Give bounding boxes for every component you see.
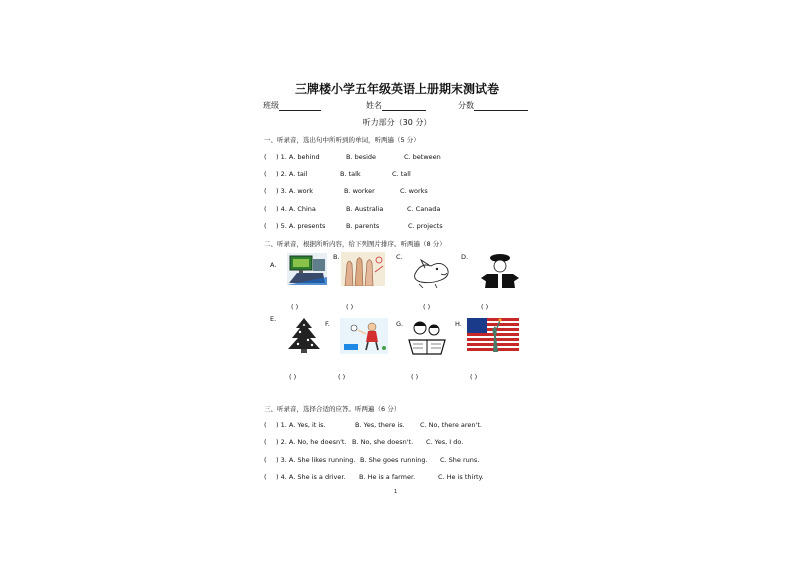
option-c: C. Yes, I do. [426,438,464,446]
pic-label-a: A. [270,261,277,269]
option-a: ) 1. A. behind [276,153,320,161]
option-c: C. No, there aren't. [420,421,482,429]
answer-paren: ( [264,205,267,213]
class-field [263,100,321,111]
computer-picture [287,253,327,285]
pic-answer-paren: ( ) [289,373,297,381]
option-b: B. talk [340,170,361,178]
answer-paren: ( [264,187,267,195]
option-a: ) 1. A. Yes, it is. [276,421,326,429]
pic-label-h: H. [455,320,462,328]
answer-paren: ( [264,438,267,446]
option-a: ) 3. A. She likes running. [276,456,356,464]
option-b: B. No, she doesn't. [352,438,414,446]
pic-answer-paren: ( ) [346,303,354,311]
christmas-tree-picture [286,316,322,354]
class-label: 班级 [263,101,279,110]
option-a: ) 4. A. China [276,205,316,213]
option-b: B. He is a farmer. [359,473,416,481]
name-field [366,100,426,111]
statue-of-liberty-flag-picture [467,318,519,352]
option-c: C. She runs. [440,456,480,464]
pic-answer-paren: ( ) [423,303,431,311]
page-number: 1 [394,489,398,495]
option-c: C. between [404,153,441,161]
option-c: C. works [400,187,428,195]
score-blank [474,102,528,111]
section3-heading: 三、听录音，选择合适的应答。听两遍（6 分） [264,405,401,413]
pic-answer-paren: ( ) [411,373,419,381]
option-b: B. Australia [346,205,384,213]
pic-label-f: F. [325,320,330,328]
answer-paren: ( [264,153,267,161]
pic-answer-paren: ( ) [481,303,489,311]
listening-header: 听力部分（30 分） [362,118,432,127]
score-label: 分数 [458,101,474,110]
option-b: B. She goes running. [360,456,428,464]
option-b: B. worker [344,187,375,195]
option-c: C. He is thirty. [438,473,484,481]
answer-paren: ( [264,456,267,464]
dog-sketch-picture [411,254,453,288]
section2-heading: 二、听录音，根据所听内容，给下列图片排序。听两遍（8 分） [264,240,446,248]
section1-heading: 一、听录音，选出句中所听到的单词，听两遍（5 分） [264,136,420,144]
option-a: ) 5. A. presents [276,222,326,230]
boy-playing-picture [340,318,388,354]
option-a: ) 3. A. work [276,187,314,195]
name-label: 姓名 [366,101,382,110]
class-blank [279,102,321,111]
answer-paren: ( [264,473,267,481]
pic-answer-paren: ( ) [338,373,346,381]
hands-picture [341,252,385,286]
pic-label-b: B. [333,253,340,261]
pic-label-e: E. [270,315,277,323]
pic-label-d: D. [461,253,469,261]
pic-answer-paren: ( ) [470,373,478,381]
option-c: C. projects [408,222,443,230]
option-a: ) 2. A. No, he doesn't. [276,438,347,446]
option-b: B. Yes, there is. [355,421,405,429]
pic-label-c: C. [396,253,403,261]
answer-paren: ( [264,421,267,429]
option-a: ) 2. A. tail [276,170,308,178]
option-b: B. parents [346,222,380,230]
family-reading-picture [405,318,449,356]
option-a: ) 4. A. She is a driver. [276,473,346,481]
pic-label-g: G. [396,320,404,328]
option-c: C. tall [392,170,411,178]
policeman-picture [479,252,521,290]
answer-paren: ( [264,222,267,230]
pic-answer-paren: ( ) [291,303,299,311]
answer-paren: ( [264,170,267,178]
score-field [458,100,528,111]
option-b: B. beside [346,153,377,161]
exam-title: 三牌楼小学五年级英语上册期末测试卷 [294,82,499,96]
name-blank [382,102,426,111]
option-c: C. Canada [407,205,441,213]
